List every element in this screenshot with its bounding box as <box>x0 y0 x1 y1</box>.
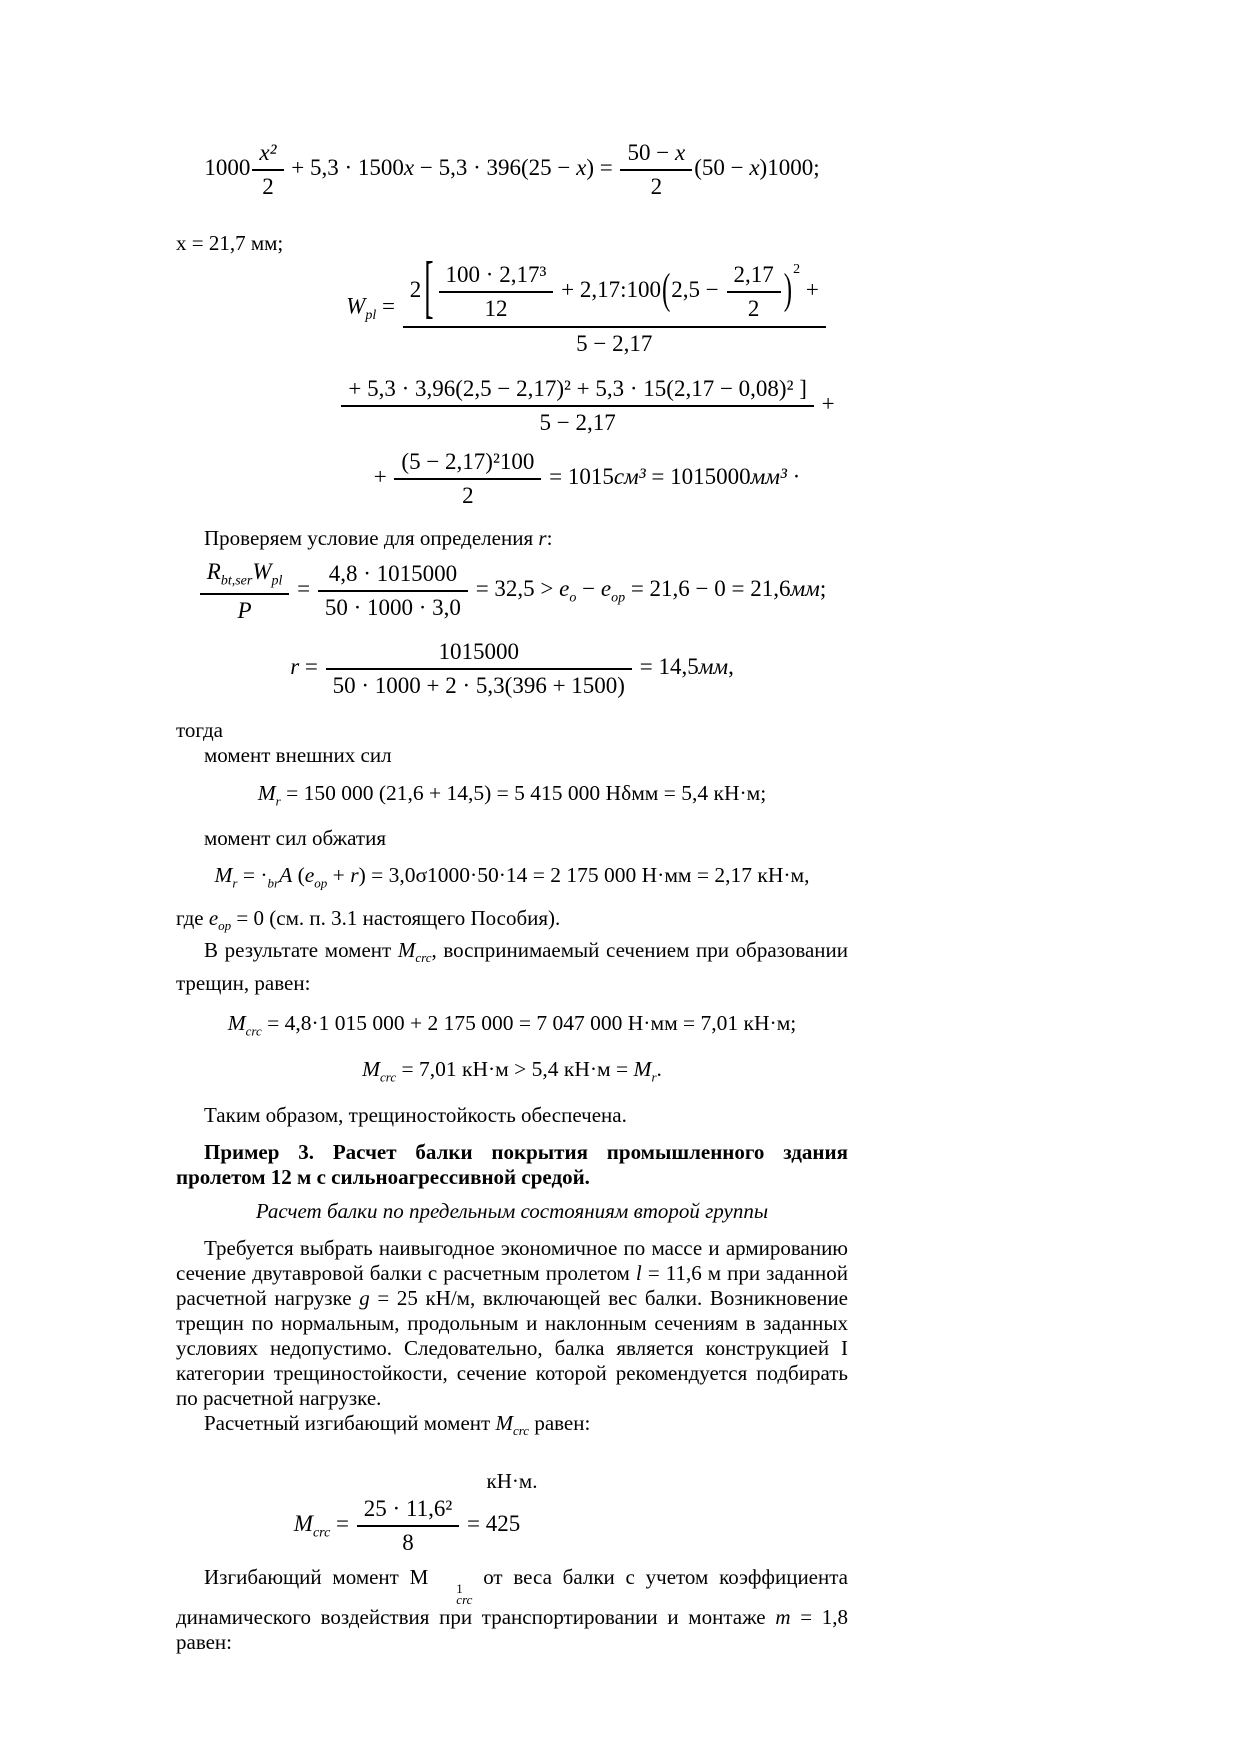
t: = <box>376 293 401 319</box>
t: = 1015 <box>543 463 614 489</box>
t: Проверяем условие для определения <box>204 526 539 550</box>
fraction-x2-over-2 <box>252 138 283 201</box>
sub-r: r <box>232 875 238 891</box>
fraction-RW-over-P <box>200 557 290 625</box>
equation-x-quadratic <box>176 138 848 201</box>
equation-mr-external <box>176 779 848 815</box>
fraction <box>326 637 632 700</box>
numerator: x² <box>252 138 283 171</box>
t: (50 − <box>694 154 750 180</box>
var-R: R <box>206 559 221 584</box>
var-W: W <box>252 559 272 584</box>
t: = 25 кН/м, включающей вес балки. Возникновение трещин по нормальным, продольным и наклонным сечениям в заданных условиях недопустимо. Следовательно, балка является конструкцией I категории трещиностойкости, сечение которой рекомендуется подбирать по расчетной нагрузке. <box>176 1286 849 1411</box>
denominator: 2 <box>462 483 474 508</box>
var-e: e <box>559 576 570 602</box>
denominator: 5 − 2,17 <box>576 331 653 356</box>
fraction-50x-over-2 <box>620 138 692 201</box>
denominator: 2 <box>650 174 663 199</box>
paragraph-gde <box>176 906 848 938</box>
fraction <box>357 1494 459 1557</box>
t: = <box>330 1511 355 1537</box>
paragraph-conclusion: Таким образом, трещиностойкость обеспечена. <box>204 1103 627 1128</box>
numerator: 25 · 11,6² <box>357 1494 459 1527</box>
t: : <box>546 526 553 550</box>
t: = 1,8 равен: <box>176 1605 848 1655</box>
numerator: 100 · 2,17³ <box>439 260 554 293</box>
t: = 4,8·1 015 000 + 2 175 000 = 7 047 000 Н·мм = 7,01 кН·м; <box>261 1010 797 1035</box>
t: , <box>728 653 734 679</box>
var-M: M <box>362 1056 381 1081</box>
t: где <box>176 906 209 931</box>
var-r: r <box>350 862 359 887</box>
sub-br: br <box>267 875 280 891</box>
t: = 21,6 − 0 = 21,6 <box>625 576 791 602</box>
t: = 7,01 кН·м > 5,4 кН·м = <box>396 1056 634 1081</box>
var-x: x <box>576 154 587 180</box>
numerator: 2,17 <box>727 260 781 293</box>
numerator <box>403 249 826 328</box>
var-M: M <box>293 1511 313 1537</box>
t: 50 − <box>627 140 675 165</box>
denominator: 5 − 2,17 <box>539 410 616 435</box>
unit-cm3: см³ <box>613 463 646 489</box>
var-e: e <box>600 576 612 602</box>
fraction-main <box>403 249 826 358</box>
t: равен: <box>529 1411 591 1436</box>
t: = 14,5 <box>633 653 699 679</box>
t: Расчетный изгибающий момент <box>204 1411 496 1436</box>
x-result-line: х = 21,7 мм; <box>176 231 284 255</box>
t: 2,5 − <box>671 276 725 302</box>
paragraph-bending-moment <box>176 1565 848 1655</box>
bracket-open: [ <box>424 249 434 327</box>
t: = 32,5 > <box>469 576 560 602</box>
sub-crc: crc <box>380 1069 397 1085</box>
t: , воспринимаемый сечением при образовании трещин, равен: <box>176 938 848 995</box>
numerator: 4,8 · 1015000 <box>318 559 468 592</box>
t: = <box>299 653 324 679</box>
var-A: A <box>279 862 293 887</box>
var-r: r <box>538 526 547 550</box>
paren-close: ) <box>783 265 793 314</box>
t: + <box>800 276 819 302</box>
t: + <box>327 862 351 887</box>
t: Изгибающий момент М <box>204 1565 429 1590</box>
denominator: 2 <box>262 174 274 199</box>
heading-example-3: Пример 3. Расчет балки покрытия промышленного здания пролетом 12 м с сильноагрессивной средой. <box>176 1140 848 1190</box>
var-M: M <box>214 862 233 887</box>
t: = 425 <box>461 1511 521 1537</box>
numerator: 1015000 <box>326 637 632 670</box>
denominator: 50 · 1000 · 3,0 <box>324 595 461 621</box>
var-x: x <box>674 140 686 165</box>
sub-op: op <box>314 875 328 891</box>
paren-open: ( <box>661 265 671 314</box>
equation-r <box>176 637 848 700</box>
supsub-1-crc <box>428 1581 473 1608</box>
var-l: l <box>635 1261 642 1286</box>
t: = 0 (см. п. 3.1 настоящего Пособия). <box>231 906 561 931</box>
var-x: x <box>749 154 760 180</box>
fraction-values <box>318 559 468 622</box>
unit-mm: мм <box>698 653 729 679</box>
var-M: M <box>257 780 276 805</box>
paragraph-task <box>176 1236 848 1411</box>
sub-r: r <box>651 1069 657 1085</box>
t: . <box>656 1056 662 1081</box>
equation-crack-check <box>176 557 848 625</box>
t: = 11,6 м при заданной расчетной нагрузке <box>176 1261 848 1311</box>
var-e: e <box>304 862 315 887</box>
sub-crc: crc <box>415 950 432 966</box>
t: Требуется выбрать наивыгодное экономичное по массе и армированию сечение двутавровой балки с расчетным пролетом <box>176 1236 848 1286</box>
var-x: x <box>403 154 415 180</box>
t: ; <box>819 576 827 602</box>
label-external-moment: момент внешних сил <box>204 742 392 767</box>
unit-line-knm: кН·м. <box>486 1469 538 1494</box>
var-m: m <box>775 1605 791 1630</box>
fraction <box>394 447 541 510</box>
t: − 5,3 · 396(25 − <box>414 154 577 180</box>
sub-r: r <box>275 792 281 808</box>
sub-pl: pl <box>365 307 377 323</box>
sub-crc: crc <box>245 1022 262 1038</box>
fraction-inner1 <box>439 260 554 323</box>
sub-crc: crc <box>456 1592 473 1608</box>
sub-o: o <box>569 590 577 606</box>
fraction-inner2 <box>727 260 781 323</box>
t: = 150 000 (21,6 + 14,5) = 5 415 000 Нδмм = 5,4 кН·м; <box>280 780 767 805</box>
t: В результате момент <box>204 938 398 963</box>
paragraph-check-condition <box>176 526 848 551</box>
t: ( <box>292 862 305 887</box>
t: = <box>291 576 316 602</box>
t: ) = <box>586 154 619 180</box>
denominator: 12 <box>484 296 508 321</box>
text-column <box>176 0 848 1655</box>
var-g: g <box>359 1286 370 1311</box>
t: = 1015000 <box>645 463 751 489</box>
t: от веса балки с учетом коэффициента динамического воздействия при транспортировании и монтаже <box>176 1565 848 1630</box>
var-e: e <box>208 906 219 931</box>
var-M: M <box>633 1056 652 1081</box>
subheading-second-group: Расчет балки по предельным состояниям второй группы <box>255 1199 769 1224</box>
paragraph-result <box>176 938 848 995</box>
unit-mm3: мм³ <box>750 463 787 489</box>
t: + <box>373 463 393 489</box>
sub-btser: bt,ser <box>220 573 253 589</box>
var-W: W <box>346 293 366 319</box>
denominator: 2 <box>747 296 760 321</box>
denominator: P <box>237 597 252 623</box>
t: − <box>576 576 601 602</box>
denominator: 8 <box>402 1530 414 1556</box>
equation-mcrc-425 <box>176 1494 638 1557</box>
var-r: r <box>290 653 300 679</box>
t: ) = 3,0σ1000·50·14 = 2 175 000 Н·мм = 2,17 кН·м, <box>358 862 810 887</box>
unit-mm: мм <box>790 576 820 602</box>
word-togda: тогда <box>176 717 223 742</box>
numerator: (5 − 2,17)²100 <box>394 447 541 480</box>
equation-wpl-line2 <box>326 374 848 437</box>
equation-mcrc-sum <box>176 1009 848 1045</box>
sub-crc: crc <box>312 1525 331 1541</box>
t: = <box>237 862 261 887</box>
t: + 5,3 · 1500 <box>285 154 404 180</box>
t: + <box>815 390 835 416</box>
equation-mcrc-compare <box>176 1055 848 1091</box>
fraction <box>341 374 814 437</box>
t: + 2,17:100 <box>555 276 661 302</box>
numerator <box>620 138 692 171</box>
var-M: M <box>227 1010 246 1035</box>
equation-mr-compression <box>176 861 848 897</box>
var-M: M <box>495 1411 513 1436</box>
var-M: M <box>397 938 416 963</box>
numerator: + 5,3 · 3,96(2,5 − 2,17)² + 5,3 · 15(2,17 − 0,08)² ] <box>341 374 814 407</box>
sub-pl: pl <box>271 573 283 589</box>
t: 2 <box>409 276 422 302</box>
label-compression-moment: момент сил обжатия <box>204 825 386 850</box>
paragraph-design-moment <box>176 1411 848 1443</box>
t: )1000; <box>759 154 820 180</box>
equation-wpl-line1 <box>326 249 848 358</box>
equation-wpl-line3 <box>326 447 848 510</box>
numerator <box>200 557 290 595</box>
t: · <box>260 862 268 887</box>
sup-2: 2 <box>793 262 801 278</box>
sub-crc: crc <box>512 1423 530 1439</box>
sub-op: op <box>218 918 232 934</box>
t: · <box>786 463 801 489</box>
denominator: 50 · 1000 + 2 · 5,3(396 + 1500) <box>332 672 625 698</box>
t: 1000 <box>204 154 251 180</box>
sup-1: 1 <box>456 1581 463 1597</box>
sub-op: op <box>611 590 626 606</box>
